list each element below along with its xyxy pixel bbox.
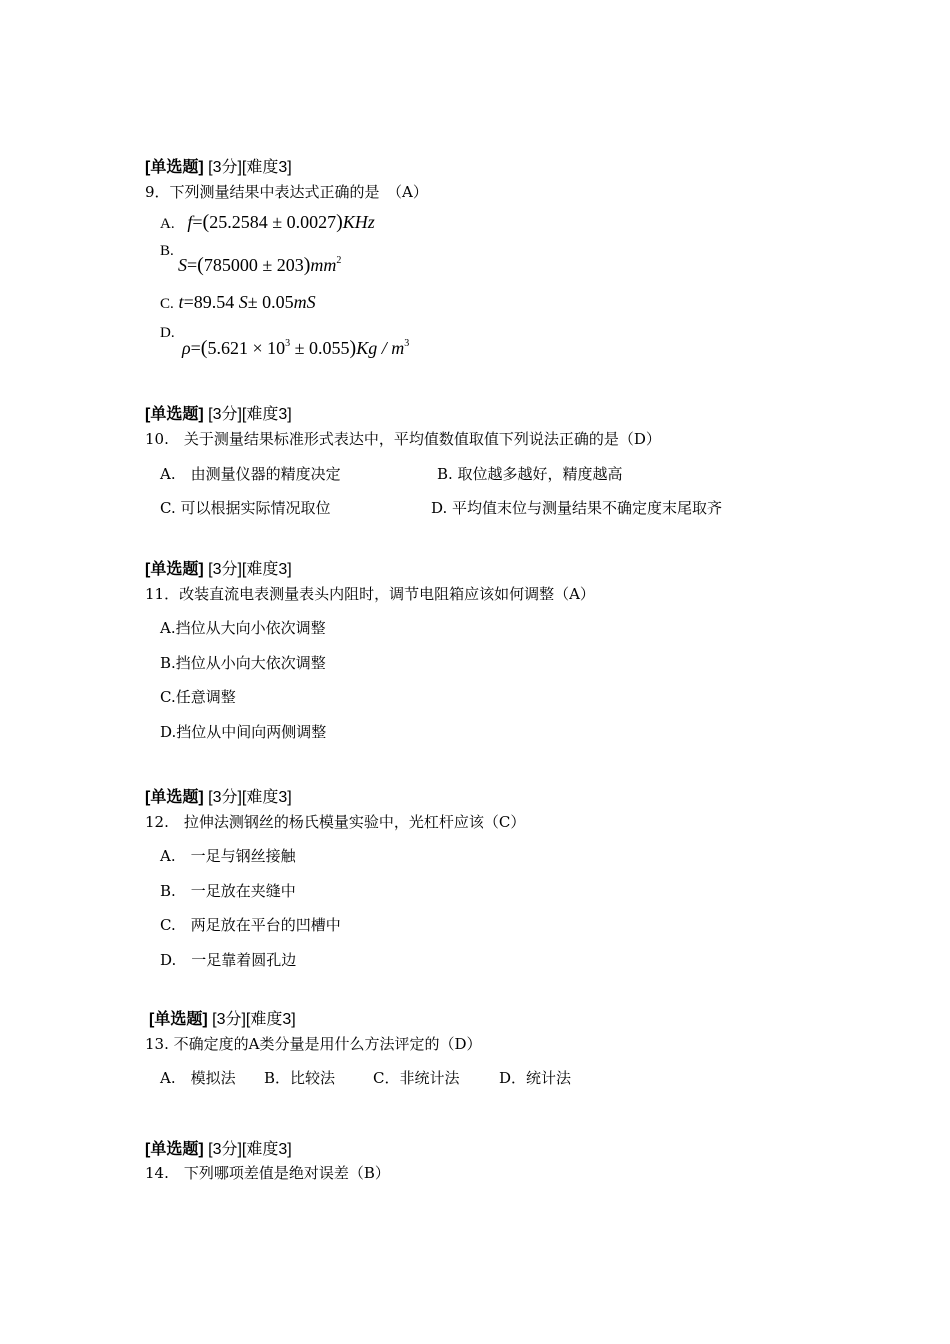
option-c[interactable]: C．非统计法 [373,1069,460,1087]
option-d-label[interactable]: D. [160,325,175,341]
question-meta: [3分][难度3] [207,1011,296,1028]
option-c[interactable] [160,293,316,312]
option-d[interactable]: D. 平均值末位与测量结果不确定度末尾取齐 [431,499,723,517]
option-label: C. [160,296,174,312]
question-tag [145,562,292,578]
option-a[interactable]: A. 一足与钢丝接触 [160,847,296,865]
option-b[interactable]: B．比较法 [264,1069,336,1087]
question-stem: 12. 拉伸法测钢丝的杨氏模量实验中，光杠杆应该（C） [145,813,526,831]
question-stem: 9．下列测量结果中表达式正确的是 （A） [145,183,428,201]
question-type: [单选题] [149,1011,208,1028]
question-stem: 13. 不确定度的A类分量是用什么方法评定的（D） [145,1035,482,1053]
option-label: A. [160,216,175,232]
question-tag [145,160,292,176]
option-b[interactable]: B. 一足放在夹缝中 [160,882,296,900]
question-stem: 11．改装直流电表测量表头内阻时，调节电阻箱应该如何调整（A） [145,585,595,603]
option-a[interactable]: A. 模拟法 [160,1069,236,1087]
option-d[interactable]: D.挡位从中间向两侧调整 [160,723,327,741]
question-meta: [3分][难度3] [203,159,292,176]
option-a[interactable]: A.挡位从大向小依次调整 [160,619,326,637]
question-meta: [3分][难度3] [203,561,292,578]
formula-c: t=89.54 S± 0.05mS [178,292,316,312]
question-type: [单选题] [145,789,204,806]
option-c[interactable]: C.任意调整 [160,688,236,706]
option-c[interactable]: C. 可以根据实际情况取位 [160,499,331,517]
question-type: [单选题] [145,159,204,176]
question-tag [149,1012,296,1028]
question-tag [145,1142,292,1158]
question-type: [单选题] [145,406,204,423]
option-d[interactable]: D. 一足靠着圆孔边 [160,951,297,969]
option-a[interactable] [160,212,375,232]
question-stem: 10. 关于测量结果标准形式表达中，平均值数值取值下列说法正确的是（D） [145,430,661,448]
option-b[interactable]: B. 取位越多越好，精度越高 [437,465,623,483]
question-meta: [3分][难度3] [203,789,292,806]
option-d[interactable]: D．统计法 [499,1069,572,1087]
option-b-label[interactable]: B. [160,243,174,259]
option-b[interactable]: B.挡位从小向大依次调整 [160,654,326,672]
question-meta: [3分][难度3] [203,1141,292,1158]
question-type: [单选题] [145,1141,204,1158]
question-stem: 14. 下列哪项差值是绝对误差（B） [145,1164,390,1182]
formula-a: f=(25.2584 ± 0.0027)KHz [187,211,375,233]
option-a[interactable]: A. 由测量仪器的精度决定 [160,465,341,483]
question-type: [单选题] [145,561,204,578]
formula-b: $S=(785000 \pm 203)mm^2$ [178,254,342,276]
question-tag [145,407,292,423]
question-tag [145,790,292,806]
option-c[interactable]: C. 两足放在平台的凹槽中 [160,916,341,934]
formula-d: $\rho=(5.621 \times 10^3 \pm 0.055)Kg / m^3$ [182,337,410,359]
question-meta: [3分][难度3] [203,406,292,423]
